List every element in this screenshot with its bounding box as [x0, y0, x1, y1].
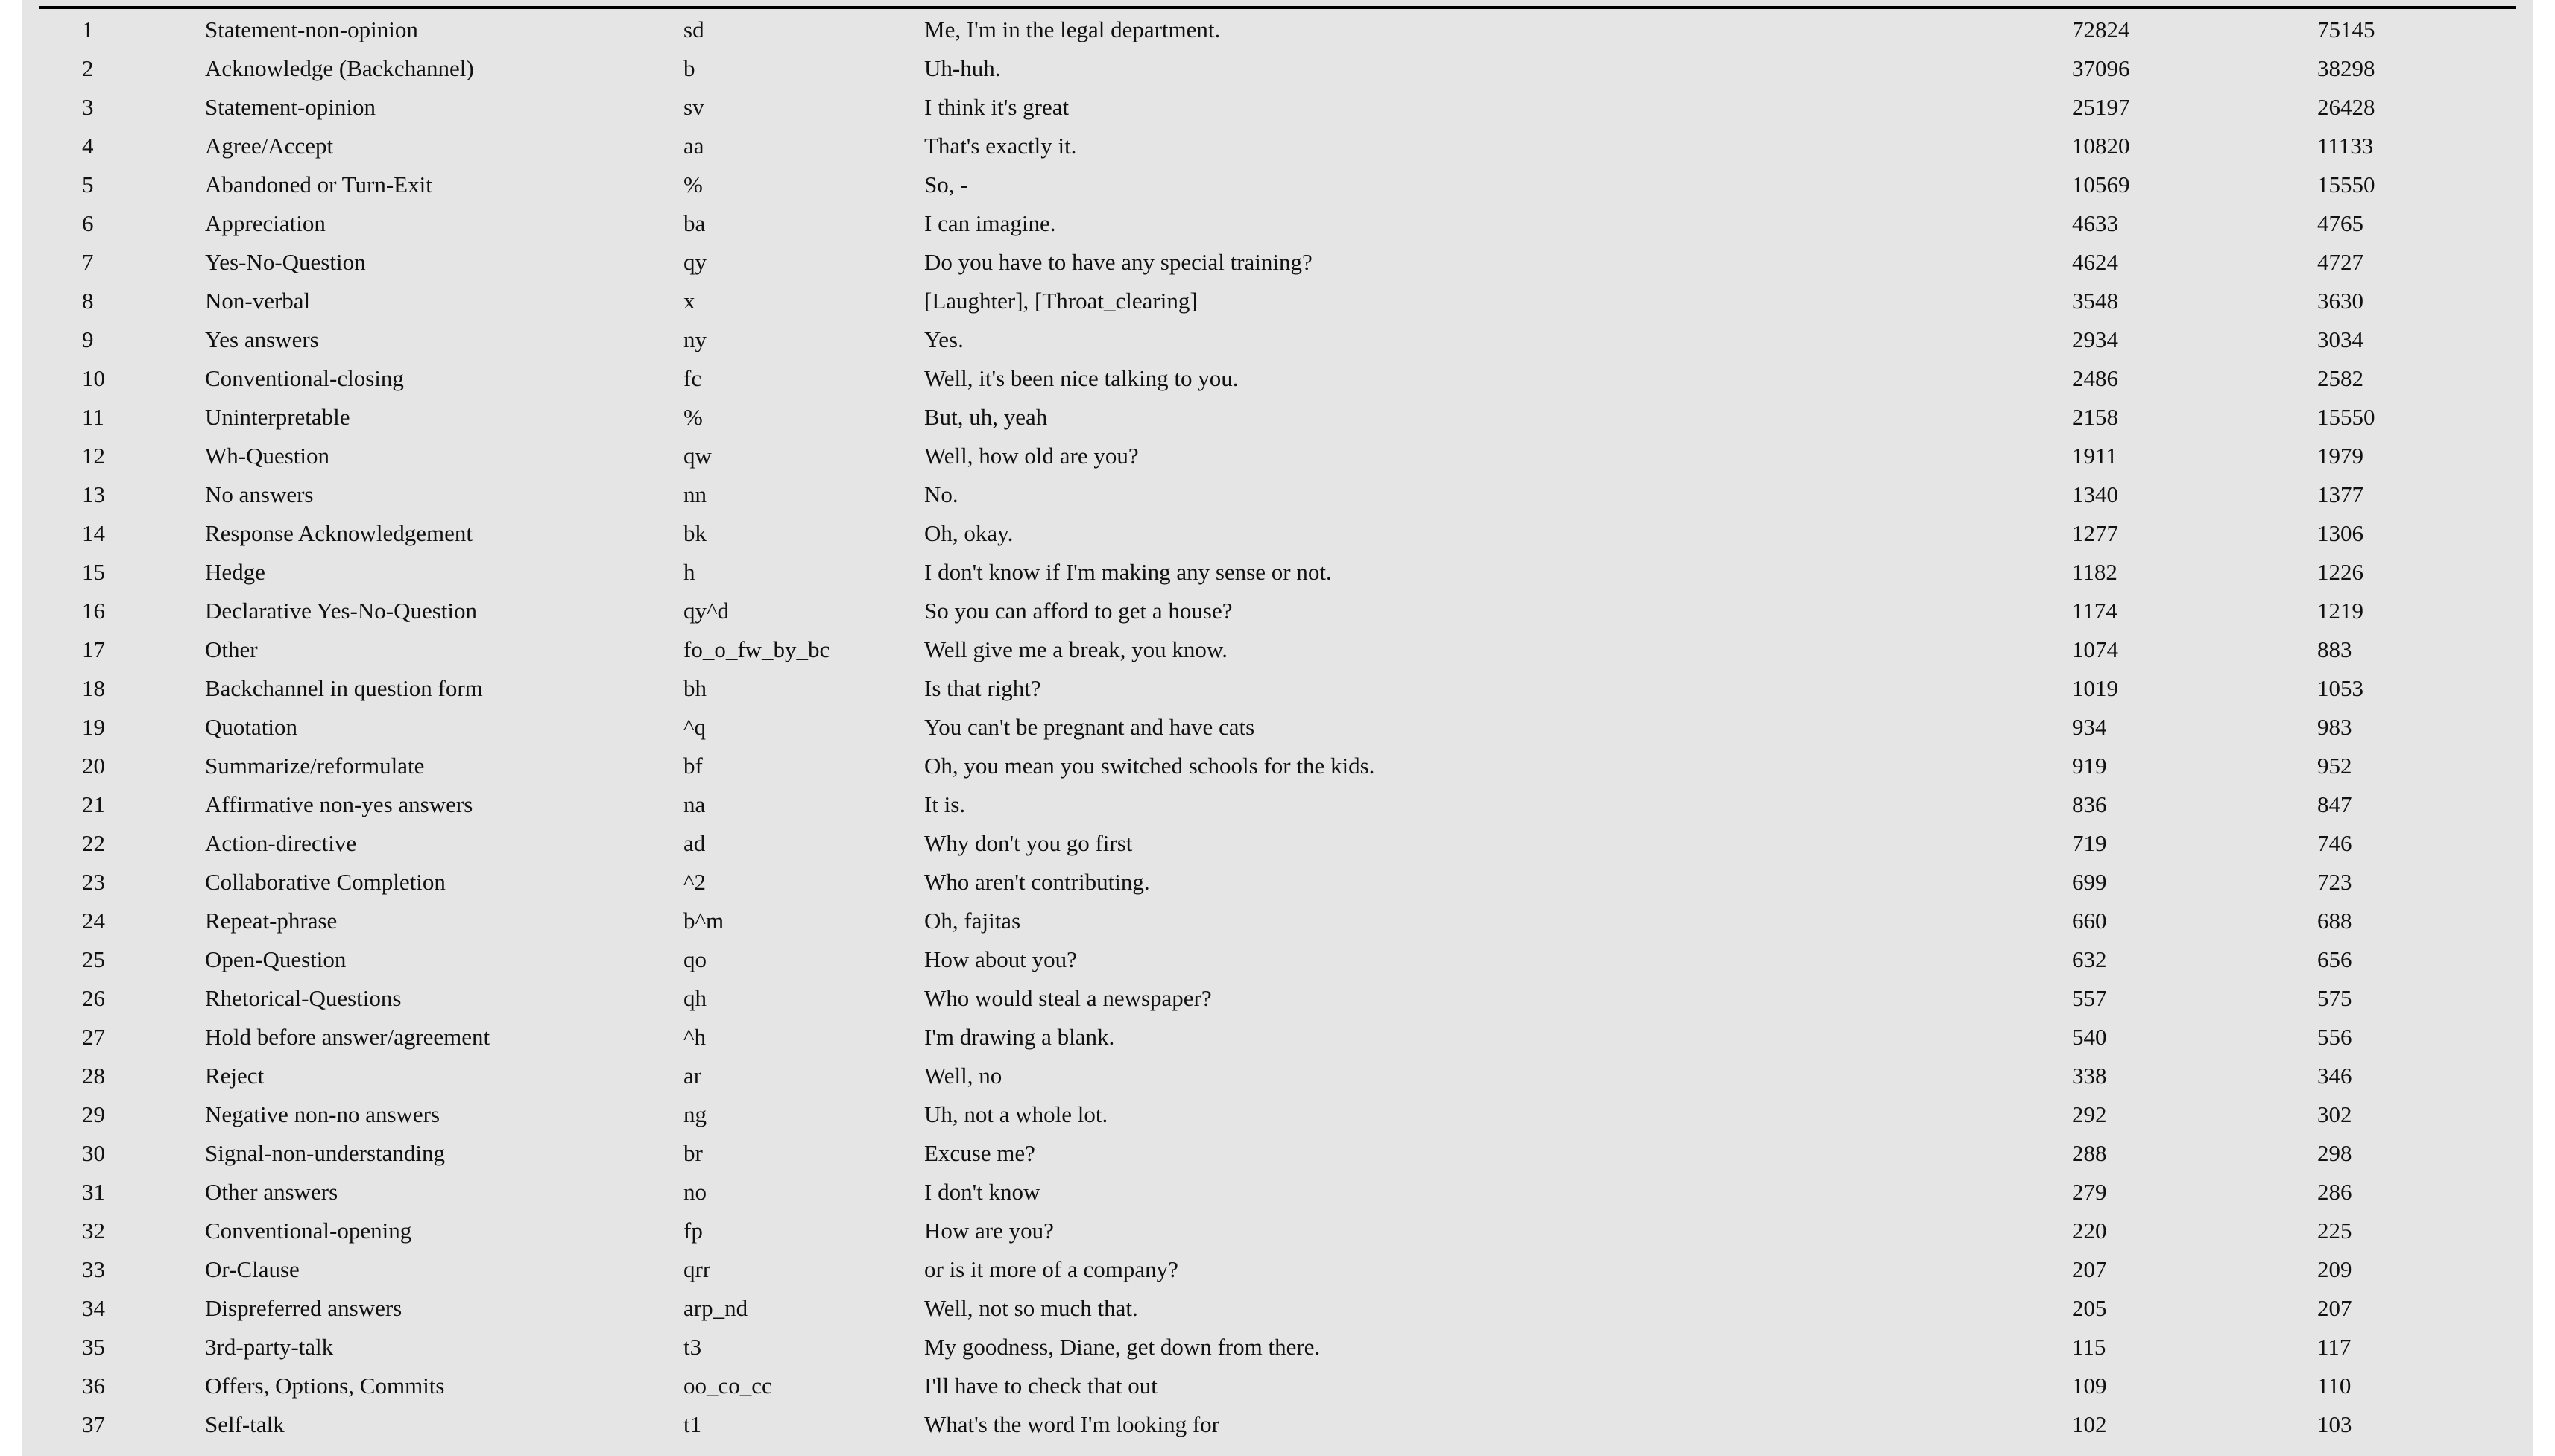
- dialogue-act-name: Other answers: [205, 1179, 338, 1205]
- count-primary: 25197: [2072, 94, 2130, 120]
- dialogue-act-tag: qo: [683, 946, 707, 972]
- dialogue-act-name: Uninterpretable: [205, 404, 350, 430]
- dialogue-act-tag: fo_o_fw_by_bc: [683, 636, 830, 662]
- dialogue-act-tag: fp: [683, 1218, 703, 1244]
- dialogue-act-name: Wh-Question: [205, 443, 330, 469]
- dialogue-act-tag: %: [683, 404, 703, 430]
- dialogue-act-tag: b^m: [683, 908, 724, 934]
- row-number: 30: [82, 1140, 105, 1166]
- count-secondary: 847: [2317, 791, 2352, 817]
- count-primary: 2934: [2072, 326, 2118, 352]
- count-secondary: 952: [2317, 753, 2352, 779]
- dialogue-act-tag: ba: [683, 210, 706, 236]
- dialogue-act-name: Conventional-opening: [205, 1218, 412, 1244]
- dialogue-act-name: Statement-non-opinion: [205, 16, 418, 42]
- count-secondary: 298: [2317, 1140, 2352, 1166]
- dialogue-act-name: Affirmative non-yes answers: [205, 791, 473, 817]
- row-number: 23: [82, 869, 105, 895]
- example-utterance: So you can afford to get a house?: [924, 598, 1233, 624]
- example-utterance: Who would steal a newspaper?: [924, 985, 1212, 1011]
- table-row: [22, 1289, 2533, 1328]
- table-row: [22, 1212, 2533, 1250]
- dialogue-act-name: Acknowledge (Backchannel): [205, 55, 474, 81]
- dialogue-act-tag: qy^d: [683, 598, 730, 624]
- count-secondary: 117: [2317, 1334, 2352, 1360]
- dialogue-act-name: Conventional-closing: [205, 365, 404, 391]
- count-secondary: 1306: [2317, 520, 2363, 546]
- table-row: [22, 708, 2533, 747]
- dialogue-act-tag: bh: [683, 675, 707, 701]
- dialogue-act-tag: fc: [683, 365, 702, 391]
- example-utterance: Well, not so much that.: [924, 1295, 1138, 1321]
- dialogue-act-name: Agree/Accept: [205, 133, 334, 159]
- count-secondary: 225: [2317, 1218, 2352, 1244]
- count-primary: 4624: [2072, 249, 2118, 275]
- count-secondary: 883: [2317, 636, 2352, 662]
- row-number: 37: [82, 1411, 105, 1437]
- table-row: [22, 88, 2533, 127]
- dialogue-act-tag: ar: [683, 1063, 702, 1089]
- table-row: [22, 359, 2533, 398]
- row-number: 5: [82, 171, 94, 197]
- table-row: [22, 1018, 2533, 1057]
- row-number: 14: [82, 520, 105, 546]
- dialogue-act-tag: %: [683, 171, 703, 197]
- table-row: [22, 1405, 2533, 1444]
- example-utterance: Excuse me?: [924, 1140, 1035, 1166]
- row-number: 8: [82, 288, 94, 314]
- table-row: [22, 10, 2533, 49]
- table-row: [22, 1057, 2533, 1095]
- dialogue-act-tag: t3: [683, 1334, 702, 1360]
- example-utterance: Well, it's been nice talking to you.: [924, 365, 1239, 391]
- row-number: 36: [82, 1373, 105, 1399]
- example-utterance: I think it's great: [924, 94, 1070, 120]
- row-number: 1: [82, 16, 94, 42]
- dialogue-act-name: Rhetorical-Questions: [205, 985, 402, 1011]
- count-secondary: 302: [2317, 1101, 2352, 1127]
- row-number: 11: [82, 404, 104, 430]
- count-primary: 919: [2072, 753, 2107, 779]
- example-utterance: Oh, fajitas: [924, 908, 1021, 934]
- dialogue-act-name: Non-verbal: [205, 288, 311, 314]
- example-utterance: You can't be pregnant and have cats: [924, 714, 1255, 740]
- dialogue-act-tag: ny: [683, 326, 707, 352]
- row-number: 3: [82, 94, 94, 120]
- table-row: [22, 553, 2533, 592]
- count-secondary: 11133: [2317, 133, 2374, 159]
- dialogue-act-name: Backchannel in question form: [205, 675, 483, 701]
- example-utterance: I'll have to check that out: [924, 1373, 1158, 1399]
- count-primary: 1174: [2072, 598, 2117, 624]
- row-number: 15: [82, 559, 105, 585]
- example-utterance: But, uh, yeah: [924, 404, 1048, 430]
- table-row: [22, 863, 2533, 902]
- count-secondary: 75145: [2317, 16, 2375, 42]
- row-number: 20: [82, 753, 105, 779]
- count-primary: 292: [2072, 1101, 2107, 1127]
- count-secondary: 1053: [2317, 675, 2363, 701]
- count-primary: 10569: [2072, 171, 2130, 197]
- count-primary: 37096: [2072, 55, 2130, 81]
- table-row: [22, 669, 2533, 708]
- dialogue-act-tag: arp_nd: [683, 1295, 748, 1321]
- count-secondary: 1979: [2317, 443, 2363, 469]
- count-secondary: 2582: [2317, 365, 2363, 391]
- dialogue-act-tag: ^h: [683, 1024, 707, 1050]
- table-row: [22, 282, 2533, 320]
- table-row: [22, 747, 2533, 785]
- dialogue-act-tag: t1: [683, 1411, 702, 1437]
- example-utterance: Well, no: [924, 1063, 1002, 1089]
- dialogue-act-name: Other: [205, 636, 258, 662]
- example-utterance: Do you have to have any special training?: [924, 249, 1313, 275]
- dialogue-act-name: Action-directive: [205, 830, 357, 856]
- count-secondary: 575: [2317, 985, 2352, 1011]
- count-secondary: 3034: [2317, 326, 2363, 352]
- row-number: 31: [82, 1179, 105, 1205]
- dialogue-act-tag: ^2: [683, 869, 707, 895]
- row-number: 28: [82, 1063, 105, 1089]
- dialogue-act-tag: nn: [683, 481, 707, 507]
- count-secondary: 26428: [2317, 94, 2375, 120]
- dialogue-act-name: Self-talk: [205, 1411, 285, 1437]
- example-utterance: [Laughter], [Throat_clearing]: [924, 288, 1198, 314]
- dialogue-act-tag: sd: [683, 16, 704, 42]
- count-primary: 2486: [2072, 365, 2118, 391]
- dialogue-act-tag: sv: [683, 94, 704, 120]
- count-secondary: 556: [2317, 1024, 2352, 1050]
- table-row: [22, 320, 2533, 359]
- row-number: 17: [82, 636, 105, 662]
- dialogue-act-tag: na: [683, 791, 706, 817]
- count-primary: 557: [2072, 985, 2107, 1011]
- dialogue-act-name: Dispreferred answers: [205, 1295, 402, 1321]
- count-secondary: 688: [2317, 908, 2352, 934]
- count-primary: 1340: [2072, 481, 2118, 507]
- example-utterance: I'm drawing a blank.: [924, 1024, 1115, 1050]
- count-secondary: 4727: [2317, 249, 2363, 275]
- example-utterance: That's exactly it.: [924, 133, 1077, 159]
- row-number: 25: [82, 946, 105, 972]
- row-number: 21: [82, 791, 105, 817]
- table-row: [22, 1367, 2533, 1405]
- table-row: [22, 1250, 2533, 1289]
- count-secondary: 3630: [2317, 288, 2363, 314]
- dialogue-act-name: Open-Question: [205, 946, 347, 972]
- dialogue-act-tag: oo_co_cc: [683, 1373, 772, 1399]
- table-row: [22, 1328, 2533, 1367]
- count-primary: 2158: [2072, 404, 2118, 430]
- count-primary: 1182: [2072, 559, 2117, 585]
- dialogue-act-name: Declarative Yes-No-Question: [205, 598, 478, 624]
- dialogue-act-tag: aa: [683, 133, 704, 159]
- count-secondary: 656: [2317, 946, 2352, 972]
- dialogue-act-tag: ^q: [683, 714, 707, 740]
- dialogue-act-tag: x: [683, 288, 695, 314]
- example-utterance: What's the word I'm looking for: [924, 1411, 1220, 1437]
- count-secondary: 723: [2317, 869, 2352, 895]
- row-number: 19: [82, 714, 105, 740]
- table-row: [22, 437, 2533, 475]
- count-primary: 719: [2072, 830, 2107, 856]
- table-row: [22, 398, 2533, 437]
- table-row: [22, 127, 2533, 165]
- dialogue-act-name: Offers, Options, Commits: [205, 1373, 445, 1399]
- count-primary: 1277: [2072, 520, 2118, 546]
- row-number: 4: [82, 133, 94, 159]
- row-number: 22: [82, 830, 105, 856]
- table-row: [22, 902, 2533, 940]
- count-primary: 207: [2072, 1256, 2107, 1282]
- dialogue-act-name: Yes answers: [205, 326, 319, 352]
- count-primary: 632: [2072, 946, 2107, 972]
- count-secondary: 207: [2317, 1295, 2352, 1321]
- count-primary: 72824: [2072, 16, 2130, 42]
- example-utterance: So, -: [924, 171, 968, 197]
- row-number: 33: [82, 1256, 105, 1282]
- dialogue-act-tag: ad: [683, 830, 706, 856]
- dialogue-act-tag: h: [683, 559, 695, 585]
- dialogue-act-name: Summarize/reformulate: [205, 753, 425, 779]
- table-row: [22, 475, 2533, 514]
- count-secondary: 15550: [2317, 171, 2375, 197]
- count-primary: 10820: [2072, 133, 2130, 159]
- table-row: [22, 785, 2533, 824]
- count-secondary: 103: [2317, 1411, 2352, 1437]
- count-primary: 3548: [2072, 288, 2118, 314]
- table-row: [22, 1173, 2533, 1212]
- dialogue-act-name: 3rd-party-talk: [205, 1334, 334, 1360]
- count-secondary: 209: [2317, 1256, 2352, 1282]
- count-secondary: 38298: [2317, 55, 2375, 81]
- count-secondary: 983: [2317, 714, 2352, 740]
- dialogue-act-name: Appreciation: [205, 210, 326, 236]
- row-number: 6: [82, 210, 94, 236]
- dialogue-act-name: Reject: [205, 1063, 265, 1089]
- count-primary: 102: [2072, 1411, 2107, 1437]
- example-utterance: Why don't you go first: [924, 830, 1133, 856]
- count-primary: 934: [2072, 714, 2107, 740]
- table-row: [22, 630, 2533, 669]
- table-row: [22, 824, 2533, 863]
- table-row: [22, 165, 2533, 204]
- row-number: 18: [82, 675, 105, 701]
- dialogue-act-tag: qrr: [683, 1256, 711, 1282]
- example-utterance: I don't know: [924, 1179, 1040, 1205]
- table-row: [22, 49, 2533, 88]
- dialogue-act-name: Yes-No-Question: [205, 249, 366, 275]
- count-primary: 699: [2072, 869, 2107, 895]
- row-number: 26: [82, 985, 105, 1011]
- count-primary: 660: [2072, 908, 2107, 934]
- count-primary: 1074: [2072, 636, 2118, 662]
- dialogue-act-name: No answers: [205, 481, 314, 507]
- dialogue-act-name: Hedge: [205, 559, 265, 585]
- row-number: 7: [82, 249, 94, 275]
- count-secondary: 346: [2317, 1063, 2352, 1089]
- dialogue-act-name: Repeat-phrase: [205, 908, 338, 934]
- dialogue-act-name: Signal-non-understanding: [205, 1140, 446, 1166]
- dialogue-act-tag: no: [683, 1179, 707, 1205]
- dialogue-act-name: Negative non-no answers: [205, 1101, 440, 1127]
- count-secondary: 15550: [2317, 404, 2375, 430]
- dialogue-act-name: Statement-opinion: [205, 94, 376, 120]
- dialogue-act-name: Hold before answer/agreement: [205, 1024, 490, 1050]
- row-number: 35: [82, 1334, 105, 1360]
- count-primary: 109: [2072, 1373, 2107, 1399]
- dialogue-act-tag: ng: [683, 1101, 707, 1127]
- example-utterance: Oh, okay.: [924, 520, 1014, 546]
- example-utterance: Uh, not a whole lot.: [924, 1101, 1108, 1127]
- dialogue-act-tag: qy: [683, 249, 707, 275]
- dialogue-act-name: Response Acknowledgement: [205, 520, 473, 546]
- count-primary: 220: [2072, 1218, 2107, 1244]
- example-utterance: I don't know if I'm making any sense or not.: [924, 559, 1332, 585]
- row-number: 24: [82, 908, 105, 934]
- row-number: 27: [82, 1024, 105, 1050]
- dialogue-act-tag: bf: [683, 753, 703, 779]
- row-number: 16: [82, 598, 105, 624]
- example-utterance: How about you?: [924, 946, 1077, 972]
- dialogue-act-tag: qh: [683, 985, 707, 1011]
- row-number: 13: [82, 481, 105, 507]
- row-number: 29: [82, 1101, 105, 1127]
- example-utterance: It is.: [924, 791, 966, 817]
- dialogue-act-tag: b: [683, 55, 695, 81]
- row-number: 9: [82, 326, 94, 352]
- dialogue-act-name: Quotation: [205, 714, 297, 740]
- example-utterance: How are you?: [924, 1218, 1054, 1244]
- table-row: [22, 514, 2533, 553]
- example-utterance: Yes.: [924, 326, 964, 352]
- count-secondary: 1377: [2317, 481, 2363, 507]
- count-primary: 1019: [2072, 675, 2118, 701]
- count-primary: 279: [2072, 1179, 2107, 1205]
- count-primary: 836: [2072, 791, 2107, 817]
- dialogue-act-tag: bk: [683, 520, 707, 546]
- row-number: 32: [82, 1218, 105, 1244]
- example-utterance: Uh-huh.: [924, 55, 1001, 81]
- table-row: [22, 979, 2533, 1018]
- example-utterance: or is it more of a company?: [924, 1256, 1178, 1282]
- example-utterance: My goodness, Diane, get down from there.: [924, 1334, 1321, 1360]
- count-primary: 115: [2072, 1334, 2106, 1360]
- row-number: 10: [82, 365, 105, 391]
- count-secondary: 110: [2317, 1373, 2352, 1399]
- example-utterance: Oh, you mean you switched schools for the kids.: [924, 753, 1375, 779]
- table-top-rule: [39, 6, 2516, 9]
- example-utterance: Me, I'm in the legal department.: [924, 16, 1221, 42]
- count-primary: 540: [2072, 1024, 2107, 1050]
- table-row: [22, 204, 2533, 243]
- count-primary: 1911: [2072, 443, 2117, 469]
- dialogue-act-tag: qw: [683, 443, 712, 469]
- count-secondary: 1219: [2317, 598, 2363, 624]
- table-row: [22, 1134, 2533, 1173]
- example-utterance: Is that right?: [924, 675, 1041, 701]
- count-secondary: 1226: [2317, 559, 2363, 585]
- table-row: [22, 1095, 2533, 1134]
- count-primary: 288: [2072, 1140, 2107, 1166]
- count-primary: 338: [2072, 1063, 2107, 1089]
- table-row: [22, 243, 2533, 282]
- example-utterance: Well give me a break, you know.: [924, 636, 1228, 662]
- table-panel: [22, 0, 2533, 1456]
- count-primary: 4633: [2072, 210, 2118, 236]
- count-secondary: 286: [2317, 1179, 2352, 1205]
- table-body: [22, 10, 2533, 1444]
- dialogue-act-name: Collaborative Completion: [205, 869, 446, 895]
- table-row: [22, 592, 2533, 630]
- example-utterance: I can imagine.: [924, 210, 1056, 236]
- row-number: 2: [82, 55, 94, 81]
- dialogue-act-tag: br: [683, 1140, 703, 1166]
- example-utterance: No.: [924, 481, 958, 507]
- example-utterance: Who aren't contributing.: [924, 869, 1150, 895]
- count-secondary: 4765: [2317, 210, 2363, 236]
- table-row: [22, 940, 2533, 979]
- dialogue-act-name: Or-Clause: [205, 1256, 300, 1282]
- dialogue-act-name: Abandoned or Turn-Exit: [205, 171, 432, 197]
- row-number: 34: [82, 1295, 105, 1321]
- count-primary: 205: [2072, 1295, 2107, 1321]
- row-number: 12: [82, 443, 105, 469]
- count-secondary: 746: [2317, 830, 2352, 856]
- example-utterance: Well, how old are you?: [924, 443, 1139, 469]
